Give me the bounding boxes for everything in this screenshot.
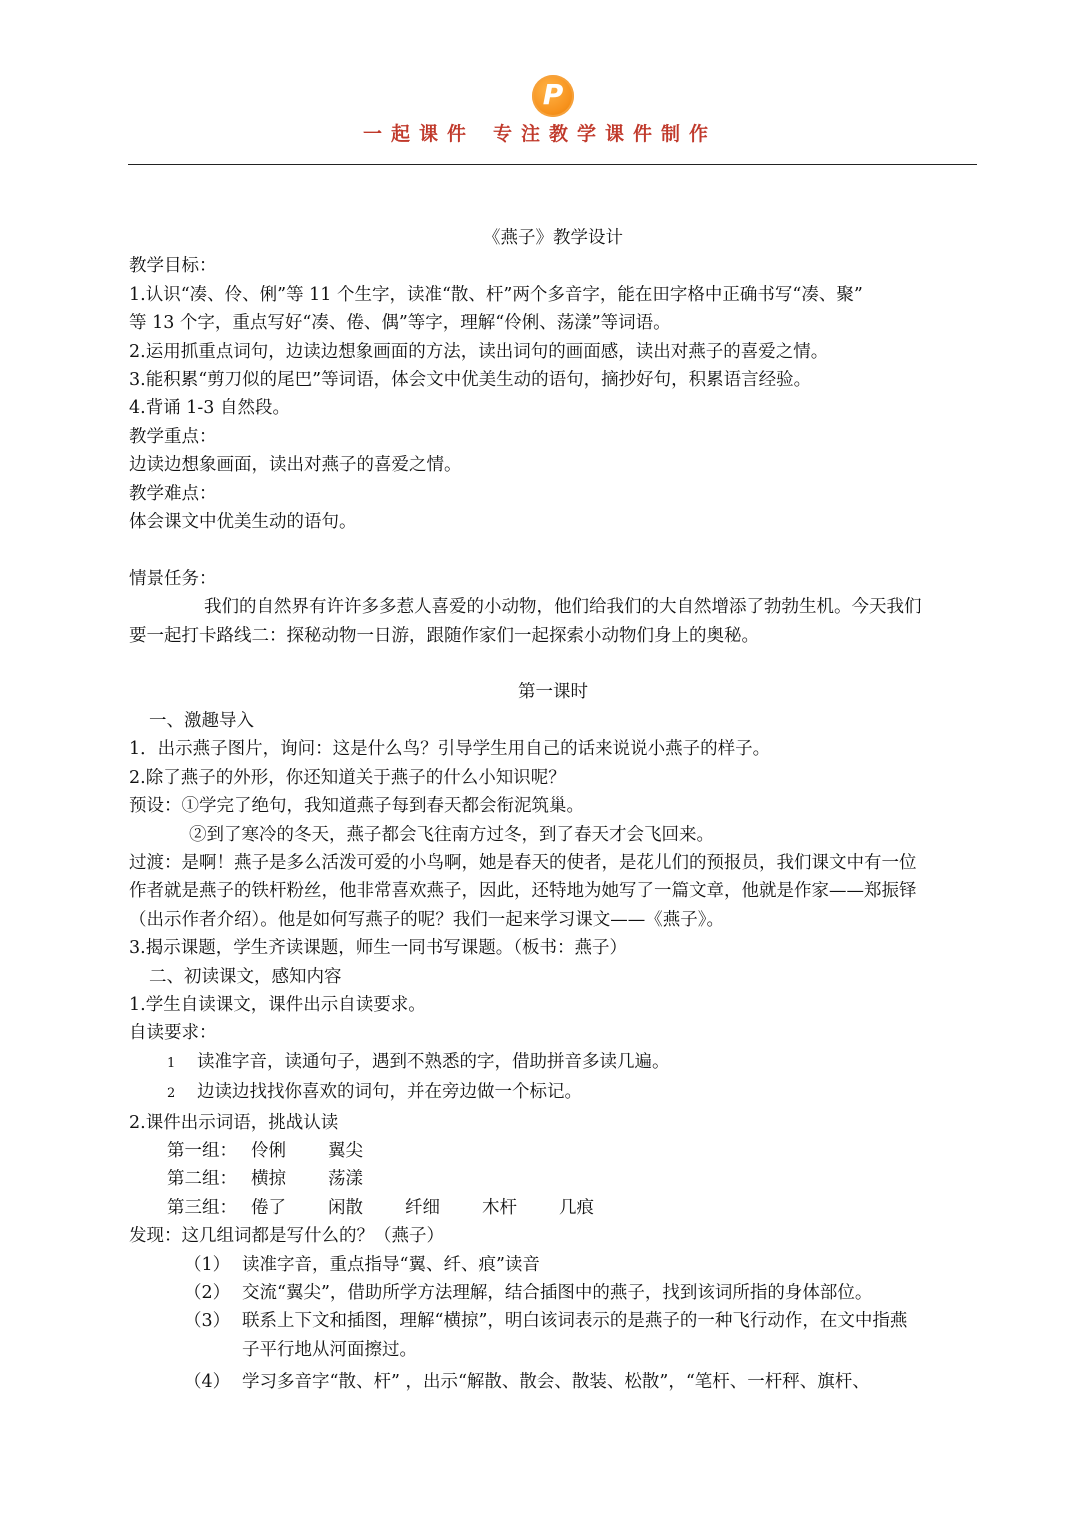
section-heading: 一、激趣导入: [149, 710, 254, 731]
step-line: 2.课件出示词语，挑战认读: [129, 1112, 339, 1133]
preset-line: ②到了寒冷的冬天，燕子都会飞往南方过冬，到了春天才会飞回来。: [189, 824, 714, 845]
step-line: 2.除了燕子的外形，你还知道关于燕子的什么小知识呢？: [129, 767, 566, 788]
discovery-line: 发现：这几组词都是写什么的？（燕子）: [129, 1226, 444, 1247]
vocab-group: 第三组： 倦了 闲散 纤细 木杆 几痕: [167, 1197, 594, 1218]
vocab-group: 第一组： 伶俐 翼尖: [167, 1140, 363, 1161]
transition-line: 过渡：是啊！燕子是多么活泼可爱的小鸟啊，她是春天的使者，是花儿们的预报员，我们课文中有一位: [129, 852, 917, 873]
goal-line: 3.能积累“剪刀似的尾巴”等词语，体会文中优美生动的语句，摘抄好句，积累语言经验。: [129, 370, 812, 391]
page-header: [0, 0, 1080, 170]
difficulty-heading: 教学难点：: [129, 483, 217, 504]
document-body: [129, 224, 977, 1397]
goals-heading: 教学目标：: [129, 256, 217, 277]
point-item: （4） 学习多音字“散、杆” ，出示“解散、散会、散装、松散”，“笔杆、一杆秤、旗杆、: [184, 1372, 870, 1393]
lesson-title: 第一课时: [518, 682, 588, 703]
goal-line: 2.运用抓重点词句，边读边想象画面的方法，读出词句的画面感，读出对燕子的喜爱之情。: [129, 341, 829, 362]
requirement-heading: 自读要求：: [129, 1023, 217, 1044]
step-line: 1．出示燕子图片，询问：这是什么鸟？引导学生用自己的话来说说小燕子的样子。: [129, 739, 771, 760]
step-line: 1.学生自读课文，课件出示自读要求。: [129, 994, 426, 1015]
point-item: （2） 交流“翼尖”，借助所学方法理解，结合插图中的燕子，找到该词所指的身体部位。: [184, 1283, 873, 1303]
header-slogan: [0, 119, 1080, 146]
task-heading: 情景任务：: [129, 568, 217, 589]
step-line: 3.揭示课题，学生齐读课题，师生一同书写课题。（板书：燕子）: [129, 938, 627, 959]
point-item: （3） 联系上下文和插图，理解“横掠”，明白该词表示的是燕子的一种飞行动作，在文中指燕: [184, 1311, 908, 1332]
slogan-tagline: 专注教学课件制作: [493, 123, 718, 145]
difficulty-text: 体会课文中优美生动的语句。: [129, 512, 357, 533]
slogan-brand: 一起课件: [362, 123, 475, 145]
task-text: 我们的自然界有许许多多惹人喜爱的小动物，他们给我们的大自然增添了勃勃生机。今天我们: [204, 597, 922, 618]
point-continuation: 子平行地从河面擦过。: [242, 1339, 417, 1360]
task-text: 要一起打卡路线二：探秘动物一日游，跟随作家们一起探索小动物们身上的奥秘。: [129, 625, 759, 646]
key-text: 边读边想象画面，读出对燕子的喜爱之情。: [129, 455, 462, 476]
vocab-group: 第二组： 横掠 荡漾: [167, 1169, 363, 1190]
header-divider: [128, 164, 977, 165]
goal-line: 1.认识“凑、伶、俐”等 11 个生字，读准“散、杆”两个多音字，能在田字格中正确书写“凑、聚”: [129, 284, 863, 305]
section-heading: 二、初读课文，感知内容: [149, 966, 342, 987]
logo-icon: [532, 75, 574, 117]
requirement-item: 2 边读边找找你喜欢的词句，并在旁边做一个标记。: [167, 1082, 582, 1103]
point-item: （1） 读准字音，重点指导“翼、纤、痕”读音: [184, 1254, 540, 1275]
requirement-item: 1 读准字音，读通句子，遇到不熟悉的字，借助拼音多读几遍。: [167, 1051, 670, 1072]
preset-line: 预设：①学完了绝句，我知道燕子每到春天都会衔泥筑巢。: [129, 796, 584, 817]
goal-line: 4.背诵 1-3 自然段。: [129, 398, 291, 419]
transition-line: 作者就是燕子的铁杆粉丝，他非常喜欢燕子，因此，还特地为她写了一篇文章，他就是作家——郑振铎: [129, 881, 917, 902]
logo-letter: P: [542, 78, 564, 111]
goal-line: 等 13 个字，重点写好“凑、倦、偶”等字，理解“伶俐、荡漾”等词语。: [129, 313, 671, 334]
transition-line: （出示作者介绍）。他是如何写燕子的呢？我们一起来学习课文——《燕子》。: [129, 909, 724, 930]
document-title: 《燕子》教学设计: [483, 228, 623, 248]
key-heading: 教学重点：: [129, 426, 217, 447]
